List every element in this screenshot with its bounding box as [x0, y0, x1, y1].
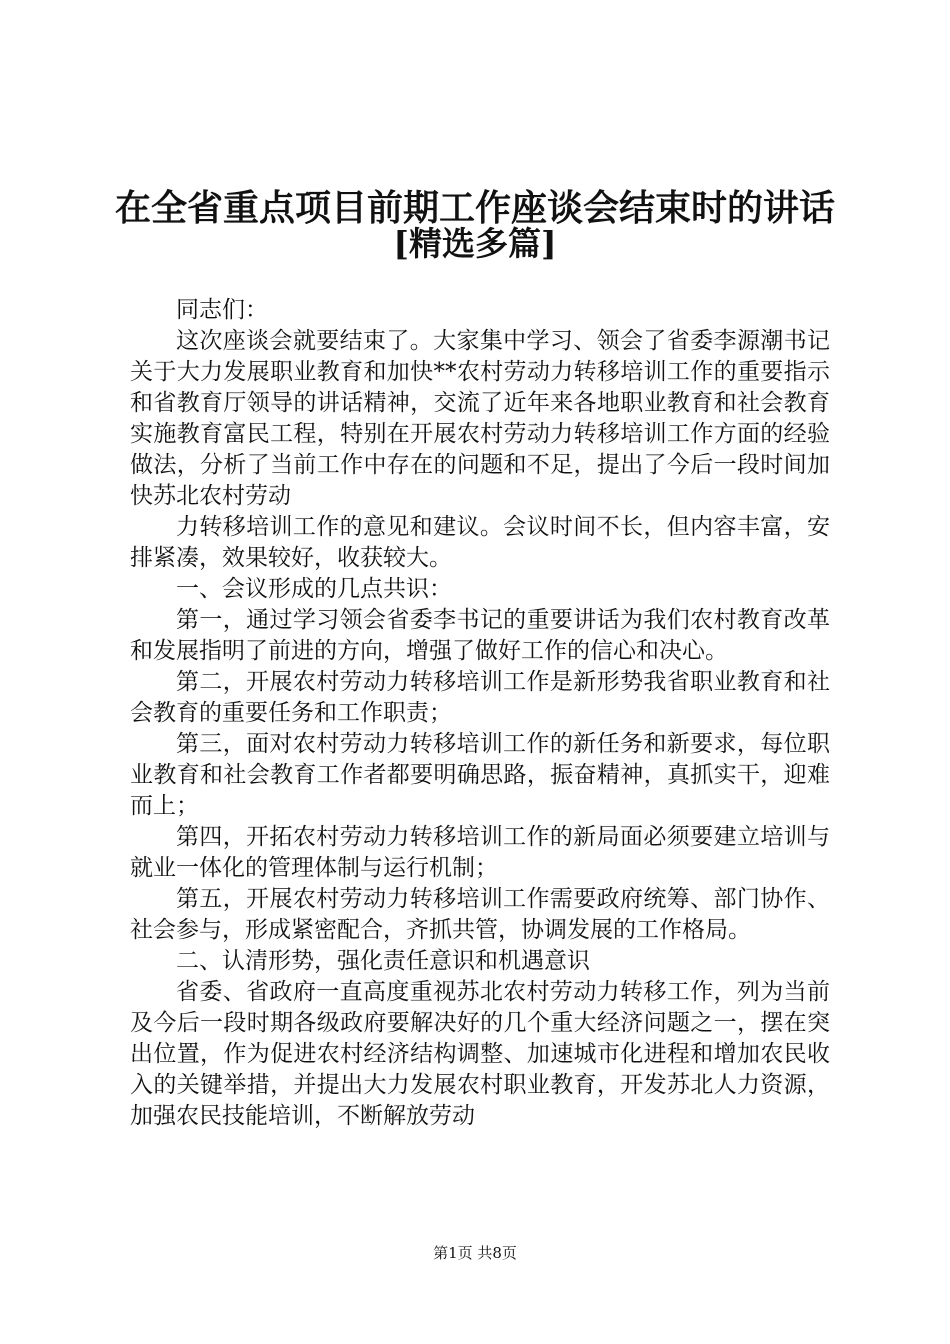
- paragraph: 力转移培训工作的意见和建议。会议时间不长，但内容丰富，安排紧凑，效果较好，收获较大。: [130, 514, 830, 571]
- paragraph: 第四，开拓农村劳动力转移培训工作的新局面必须要建立培训与就业一体化的管理体制与运行机制；: [130, 824, 830, 881]
- section-heading: 二、认清形势，强化责任意识和机遇意识: [176, 948, 590, 974]
- paragraph: 这次座谈会就要结束了。大家集中学习、领会了省委李源潮书记关于大力发展职业教育和加快**农村劳动力转移培训工作的重要指示和省教育厅领导的讲话精神，交流了近年来各地职业教育和社会教育实施教育富民工程，特别在开展农村劳动力转移培训工作方面的经验做法，分析了当前工作中存在的问题和不足，提出了今后一段时间加快苏北农村劳动: [130, 328, 830, 509]
- document-body: [130, 295, 830, 1132]
- paragraph-greeting: 同志们：: [176, 297, 268, 323]
- document-subtitle: [精选多篇]: [393, 224, 557, 263]
- paragraph: 第五，开展农村劳动力转移培训工作需要政府统筹、部门协作、社会参与，形成紧密配合，齐抓共管，协调发展的工作格局。: [130, 886, 830, 943]
- document-title: 在全省重点项目前期工作座谈会结束时的讲话: [114, 187, 835, 229]
- page-footer: 第1页 共8页: [433, 1244, 517, 1262]
- paragraph: 第二，开展农村劳动力转移培训工作是新形势我省职业教育和社会教育的重要任务和工作职责；: [130, 669, 830, 726]
- section-heading: 一、会议形成的几点共识：: [176, 576, 452, 602]
- paragraph: 省委、省政府一直高度重视苏北农村劳动力转移工作，列为当前及今后一段时期各级政府要解决好的几个重大经济问题之一，摆在突出位置，作为促进农村经济结构调整、加速城市化进程和增加农民收入的关键举措，并提出大力发展农村职业教育，开发苏北人力资源，加强农民技能培训，不断解放劳动: [130, 979, 830, 1129]
- paragraph: 第三，面对农村劳动力转移培训工作的新任务和新要求，每位职业教育和社会教育工作者都要明确思路，振奋精神，真抓实干，迎难而上；: [130, 731, 830, 819]
- paragraph: 第一，通过学习领会省委李书记的重要讲话为我们农村教育改革和发展指明了前进的方向，增强了做好工作的信心和决心。: [130, 607, 830, 664]
